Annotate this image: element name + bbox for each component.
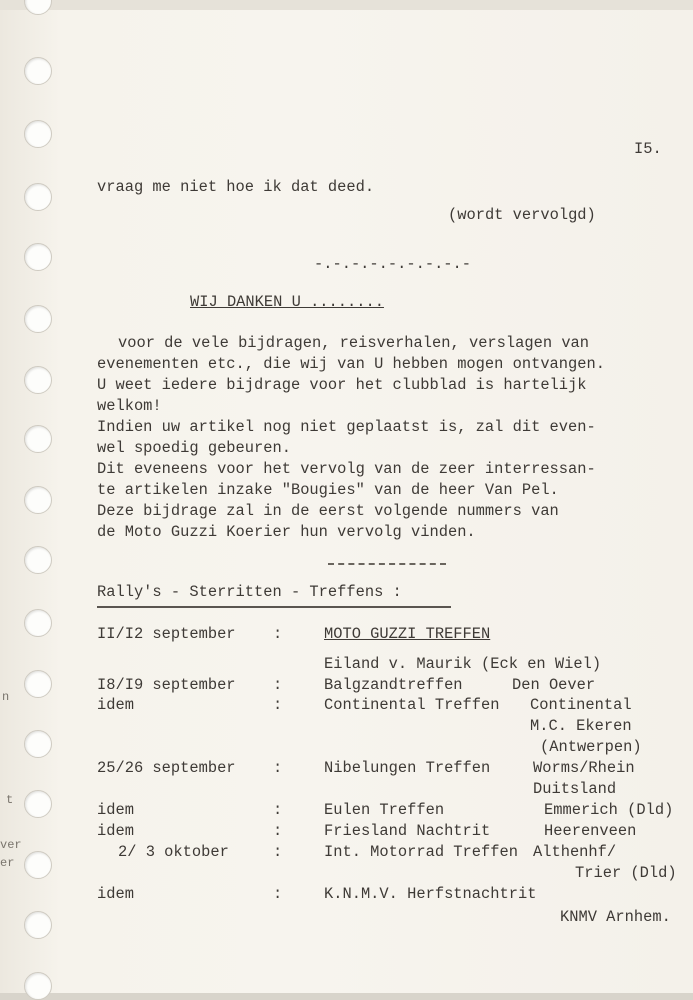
rally-date: idem — [97, 885, 134, 903]
section-divider — [328, 563, 446, 565]
rally-date: idem — [97, 801, 134, 819]
punch-hole — [24, 609, 52, 637]
continuation-text: vraag me niet hoe ik dat deed. — [97, 178, 375, 196]
rally-place: Worms/Rhein — [533, 759, 635, 777]
rally-place: Continental — [530, 696, 632, 714]
punch-hole — [24, 911, 52, 939]
punch-hole — [24, 243, 52, 271]
rally-place: Althenhf/ — [533, 843, 617, 861]
punch-hole — [24, 730, 52, 758]
rally-place: Den Oever — [512, 676, 596, 694]
punch-hole — [24, 366, 52, 394]
margin-fragment: n — [2, 690, 10, 704]
rally-event: Balgzandtreffen — [324, 676, 463, 694]
thanks-line: voor de vele bijdragen, reisverhalen, verslagen van — [118, 334, 590, 352]
heading-rule — [97, 606, 451, 608]
rally-event: MOTO GUZZI TREFFEN — [324, 625, 491, 643]
rally-event: Nibelungen Treffen — [324, 759, 491, 777]
thanks-line: evenementen etc., die wij van U hebben mogen ontvangen. — [97, 355, 605, 373]
rally-event: Int. Motorrad Treffen — [324, 843, 518, 861]
thanks-line: te artikelen inzake "Bougies" van de heer Van Pel. — [97, 481, 559, 499]
rally-date: 2/ 3 oktober — [118, 843, 229, 861]
margin-fragment: ver — [0, 838, 22, 852]
punch-hole — [24, 972, 52, 1000]
thanks-line: Deze bijdrage zal in de eerst volgende nummers van — [97, 502, 559, 520]
rally-event: K.N.M.V. Herfstnachtrit — [324, 885, 537, 903]
rally-place: (Antwerpen) — [540, 738, 642, 756]
thanks-line: Indien uw artikel nog niet geplaatst is, zal dit even- — [97, 418, 596, 436]
thanks-line: de Moto Guzzi Koerier hun vervolg vinden. — [97, 523, 476, 541]
rally-colon: : — [273, 676, 283, 694]
rally-place: M.C. Ekeren — [530, 717, 632, 735]
punch-hole — [24, 790, 52, 818]
rally-event: Friesland Nachtrit — [324, 822, 491, 840]
rally-event: Continental Treffen — [324, 696, 500, 714]
page-number: I5. — [634, 140, 662, 158]
margin-fragment: er — [0, 856, 15, 870]
punch-hole — [24, 425, 52, 453]
punch-hole — [24, 120, 52, 148]
rally-place: KNMV Arnhem. — [560, 908, 671, 926]
thanks-line: Dit eveneens voor het vervolg van de zeer interressan- — [97, 460, 596, 478]
to-be-continued: (wordt vervolgd) — [448, 206, 596, 224]
rally-date: I8/I9 september — [97, 676, 236, 694]
rally-event: Eulen Treffen — [324, 801, 445, 819]
thanks-line: welkom! — [97, 397, 162, 415]
rally-colon: : — [273, 822, 283, 840]
thanks-heading: WIJ DANKEN U ........ — [190, 293, 384, 311]
rally-date: idem — [97, 696, 134, 714]
rally-place: Heerenveen — [544, 822, 637, 840]
margin-fragment: t — [6, 793, 14, 807]
punch-hole — [24, 57, 52, 85]
rallies-heading: Rally's - Sterritten - Treffens : — [97, 583, 402, 601]
punch-hole — [24, 183, 52, 211]
punch-hole — [24, 851, 52, 879]
rally-date: II/I2 september — [97, 625, 236, 643]
rally-colon: : — [273, 759, 283, 777]
rally-place: Duitsland — [533, 780, 617, 798]
rally-colon: : — [273, 885, 283, 903]
rally-colon: : — [273, 696, 283, 714]
rally-place: Trier (Dld) — [575, 864, 677, 882]
thanks-line: U weet iedere bijdrage voor het clubblad is hartelijk — [97, 376, 587, 394]
top-edge — [0, 0, 693, 10]
rally-colon: : — [273, 625, 283, 643]
punch-hole — [24, 0, 52, 15]
rally-date: 25/26 september — [97, 759, 236, 777]
separator: -.-.-.-.-.-.-.-.- — [314, 255, 472, 273]
rally-colon: : — [273, 801, 283, 819]
thanks-line: wel spoedig gebeuren. — [97, 439, 291, 457]
punch-hole — [24, 486, 52, 514]
punch-hole — [24, 546, 52, 574]
punch-hole — [24, 305, 52, 333]
rally-colon: : — [273, 843, 283, 861]
rally-date: idem — [97, 822, 134, 840]
rally-event: Eiland v. Maurik (Eck en Wiel) — [324, 655, 602, 673]
punch-hole — [24, 670, 52, 698]
rally-place: Emmerich (Dld) — [544, 801, 674, 819]
